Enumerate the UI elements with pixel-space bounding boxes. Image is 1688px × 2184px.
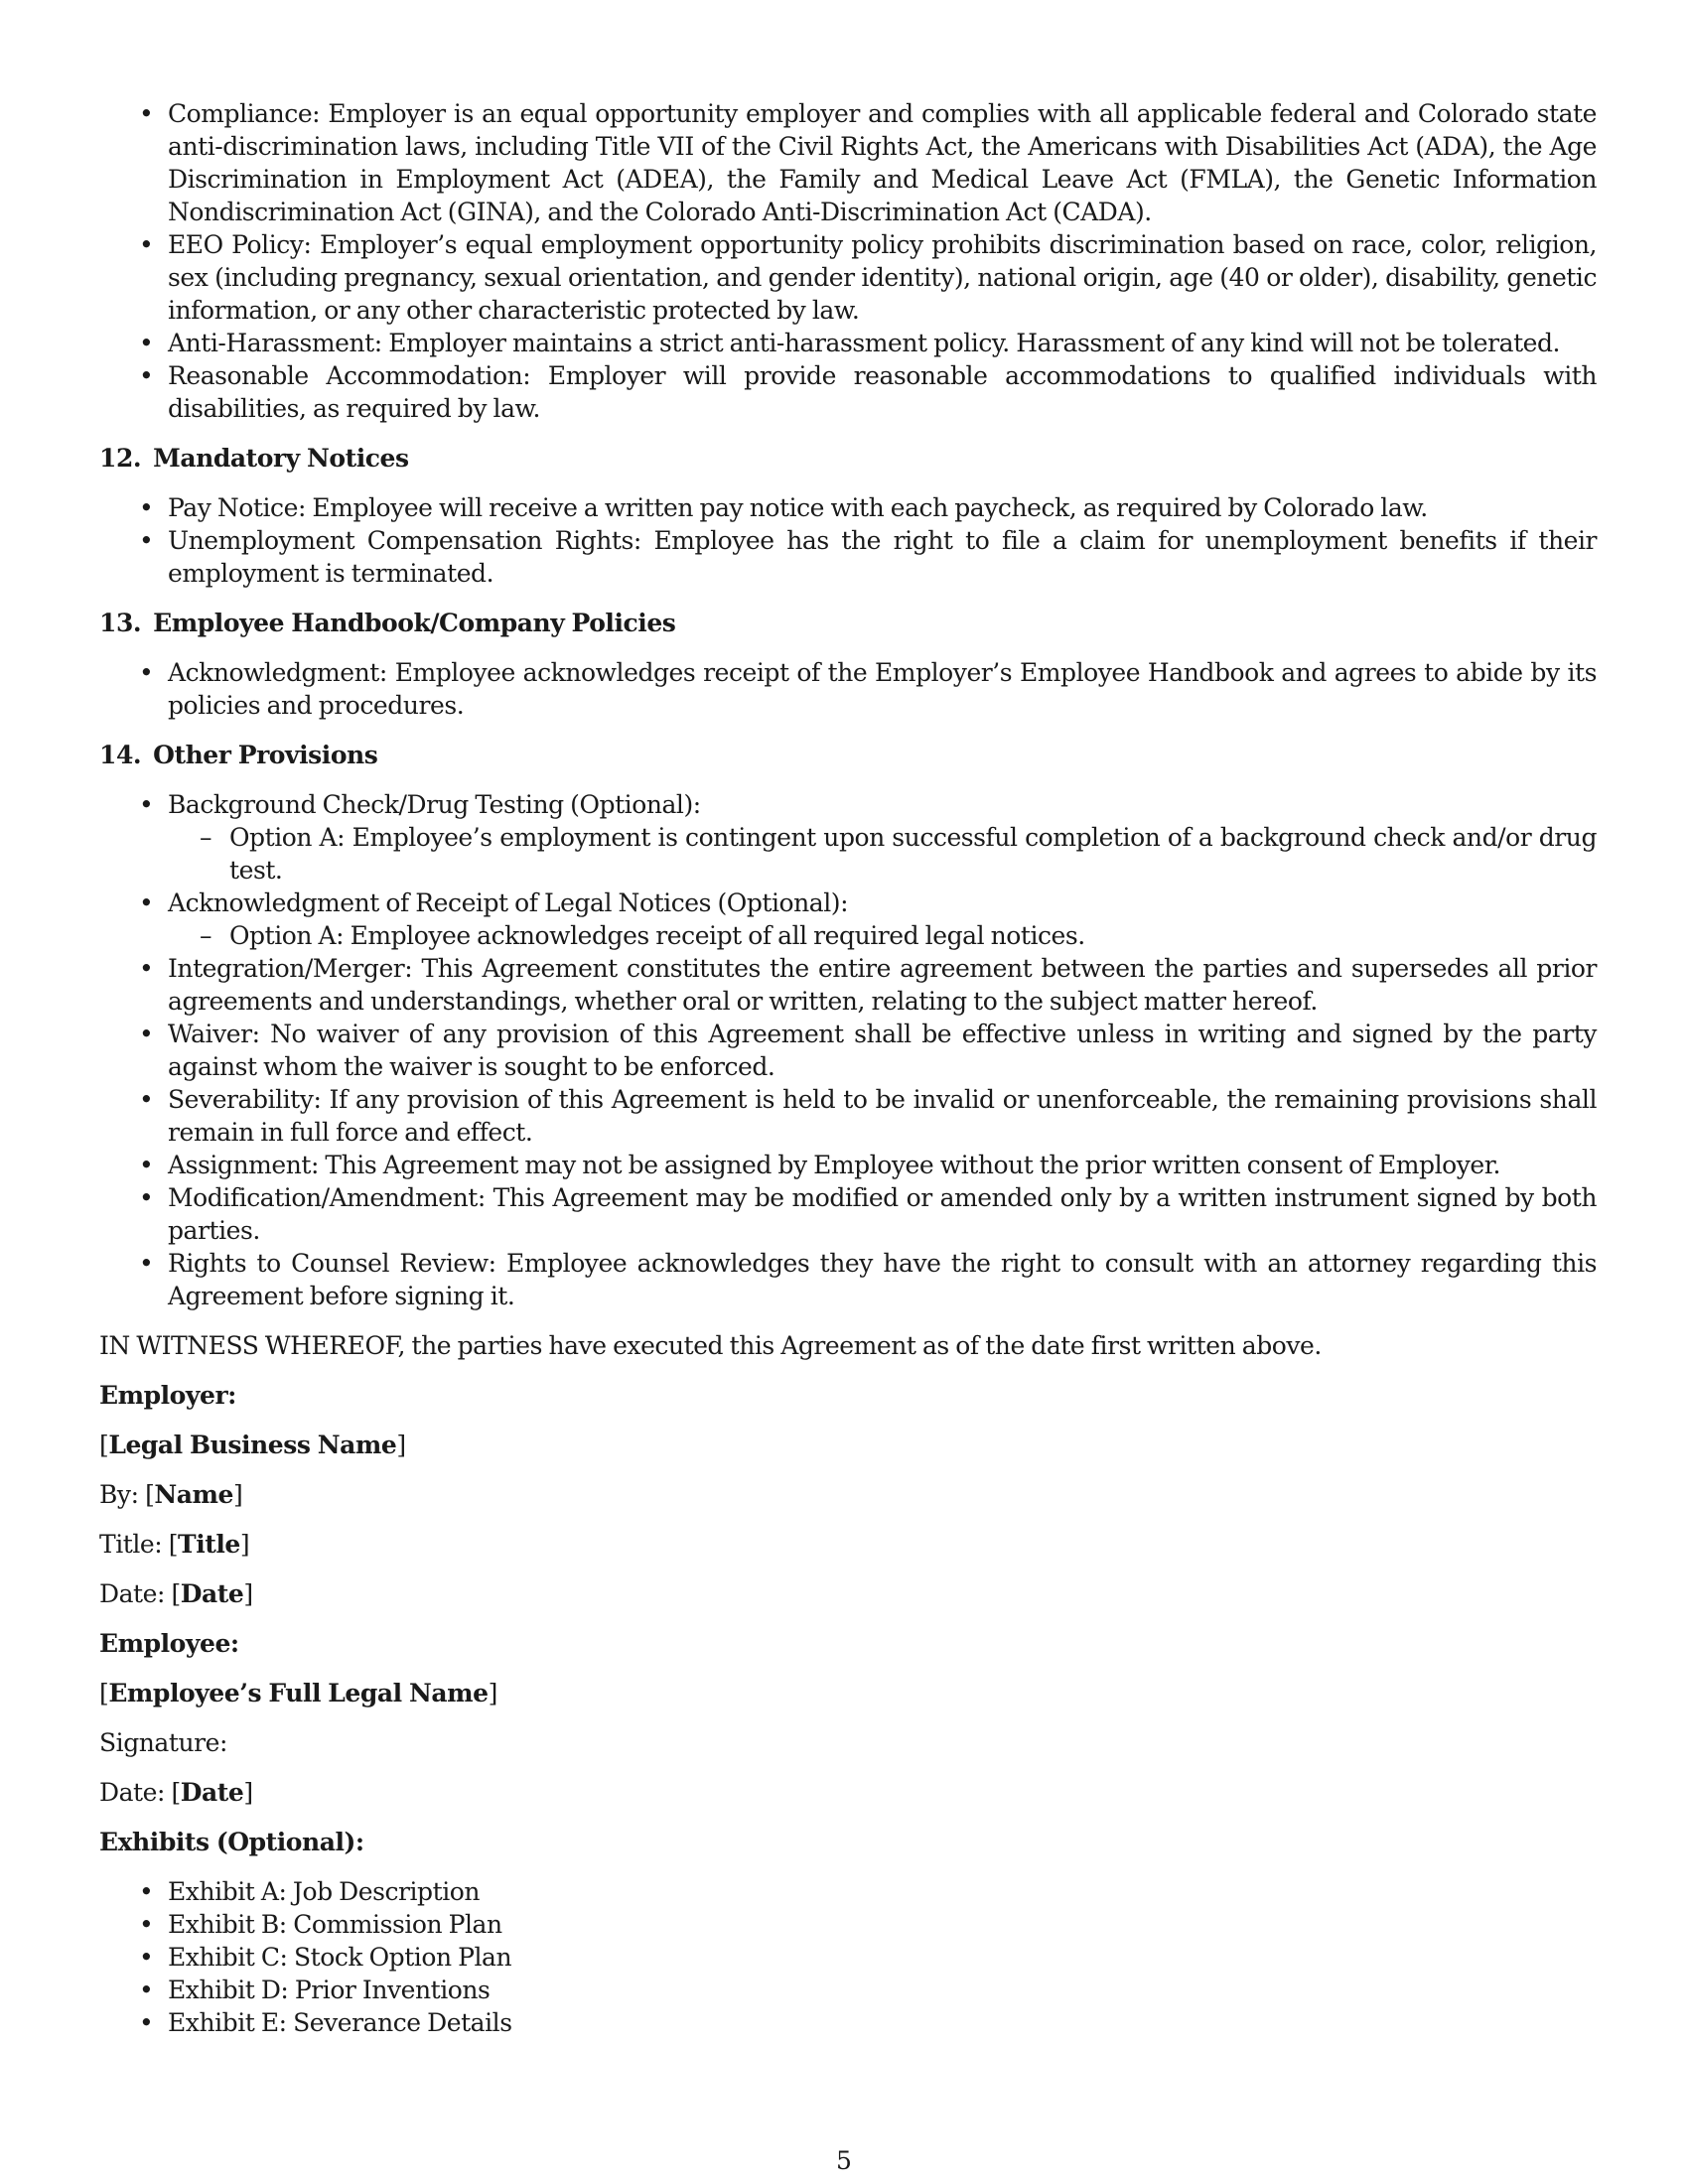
list-item: • Exhibit C: Stock Option Plan [99, 1941, 1597, 1974]
list-item: • Integration/Merger: This Agreement constitutes the entire agreement between the parties and supersedes all prior agreements and understandings, whether oral or written, relating to the subject matter hereof. [99, 952, 1597, 1018]
employee-heading: Employee: [99, 1629, 239, 1658]
list-item: • Exhibit B: Commission Plan [99, 1908, 1597, 1941]
date-label: Date: [99, 1778, 165, 1807]
list-item: • Acknowledgment: Employee acknowledges receipt of the Employer’s Employee Handbook and agrees to abide by its policies and procedures. [99, 656, 1597, 722]
full-name-placeholder: Employee’s Full Legal Name [108, 1679, 489, 1707]
legal-notices-options [168, 919, 1597, 952]
employee-full-name: [Employee’s Full Legal Name] [99, 1679, 497, 1707]
employer-date-line: Date: [Date] [99, 1579, 253, 1608]
list-item: • Waiver: No waiver of any provision of this Agreement shall be effective unless in writing and signed by the party against whom the waiver is sought to be enforced. [99, 1018, 1597, 1083]
by-label: By: [99, 1480, 139, 1509]
section-heading-mandatory-notices [99, 442, 1597, 475]
list-item: • Exhibit E: Severance Details [99, 2006, 1597, 2039]
section-heading-employee-handbook [99, 607, 1597, 639]
employee-date-line: Date: [Date] [99, 1778, 253, 1807]
exhibits-list [99, 1875, 1597, 2039]
eeo-compliance-list [99, 97, 1597, 425]
title-label: Title: [99, 1530, 163, 1559]
date-placeholder: Date [180, 1778, 244, 1807]
mandatory-notices-list [99, 491, 1597, 590]
witness-statement: IN WITNESS WHEREOF, the parties have executed this Agreement as of the date first written above. [99, 1331, 1322, 1360]
option-item: – Option A: Employee acknowledges receipt of all required legal notices. [168, 919, 1597, 952]
date-label: Date: [99, 1579, 165, 1608]
list-item: • Assignment: This Agreement may not be assigned by Employee without the prior written consent of Employer. [99, 1149, 1597, 1181]
title-placeholder: Title [178, 1530, 240, 1559]
list-item: • Reasonable Accommodation: Employer will provide reasonable accommodations to qualified individuals with disabilities, as required by law. [99, 359, 1597, 425]
employer-title-line: Title: [Title] [99, 1530, 250, 1559]
list-item: • Exhibit D: Prior Inventions [99, 1974, 1597, 2006]
list-item: • Compliance: Employer is an equal opportunity employer and complies with all applicable federal and Colorado state anti-discrimination laws, including Title VII of the Civil Rights Act, the Americans with Disabilities Act (ADA), the Age Discrimination in Employment Act (ADEA), the Family and Medical Leave Act (FMLA), the Genetic Information Nondiscrimination Act (GINA), and the Colorado Anti-Discrimination Act (CADA). [99, 97, 1597, 228]
employee-signature-line: Signature: [99, 1728, 227, 1757]
employer-business-name: [Legal Business Name] [99, 1431, 406, 1459]
date-placeholder: Date [180, 1579, 244, 1608]
handbook-list [99, 656, 1597, 722]
section-title: Other Provisions [153, 741, 378, 769]
list-item: • Exhibit A: Job Description [99, 1875, 1597, 1908]
business-name-placeholder: Legal Business Name [108, 1431, 397, 1459]
list-item [99, 887, 1597, 952]
section-title: Mandatory Notices [153, 444, 409, 473]
section-number: 14. [99, 741, 142, 769]
list-item: • EEO Policy: Employer’s equal employment opportunity policy prohibits discrimination based on race, color, religion, sex (including pregnancy, sexual orientation, and gender identity), national origin, age (40 or older), disability, genetic information, or any other characteristic protected by law. [99, 228, 1597, 327]
list-item: • Pay Notice: Employee will receive a written pay notice with each paycheck, as required by Colorado law. [99, 491, 1597, 524]
employer-by-line: By: [Name] [99, 1480, 243, 1509]
list-item: • Rights to Counsel Review: Employee acknowledges they have the right to consult with an attorney regarding this Agreement before signing it. [99, 1247, 1597, 1312]
section-title: Employee Handbook/Company Policies [153, 609, 676, 637]
legal-notices-label: Acknowledgment of Receipt of Legal Notices (Optional): [168, 888, 849, 917]
document-page [99, 97, 1597, 2039]
section-number: 12. [99, 444, 142, 473]
list-item: • Modification/Amendment: This Agreement may be modified or amended only by a written instrument signed by both parties. [99, 1181, 1597, 1247]
name-placeholder: Name [154, 1480, 233, 1509]
option-item: – Option A: Employee’s employment is contingent upon successful completion of a background check and/or drug test. [168, 821, 1597, 887]
list-item: • Severability: If any provision of this Agreement is held to be invalid or unenforceable, the remaining provisions shall remain in full force and effect. [99, 1083, 1597, 1149]
page-number: 5 [836, 2146, 852, 2175]
section-number: 13. [99, 609, 142, 637]
exhibits-heading: Exhibits (Optional): [99, 1828, 364, 1856]
list-item [99, 788, 1597, 887]
list-item: • Unemployment Compensation Rights: Employee has the right to file a claim for unemployment benefits if their employment is terminated. [99, 524, 1597, 590]
background-check-options [168, 821, 1597, 887]
section-heading-other-provisions [99, 739, 1597, 771]
background-check-label: Background Check/Drug Testing (Optional): [168, 790, 701, 819]
employer-heading: Employer: [99, 1381, 236, 1410]
other-provisions-list [99, 788, 1597, 1312]
list-item: • Anti-Harassment: Employer maintains a strict anti-harassment policy. Harassment of any kind will not be tolerated. [99, 327, 1597, 359]
